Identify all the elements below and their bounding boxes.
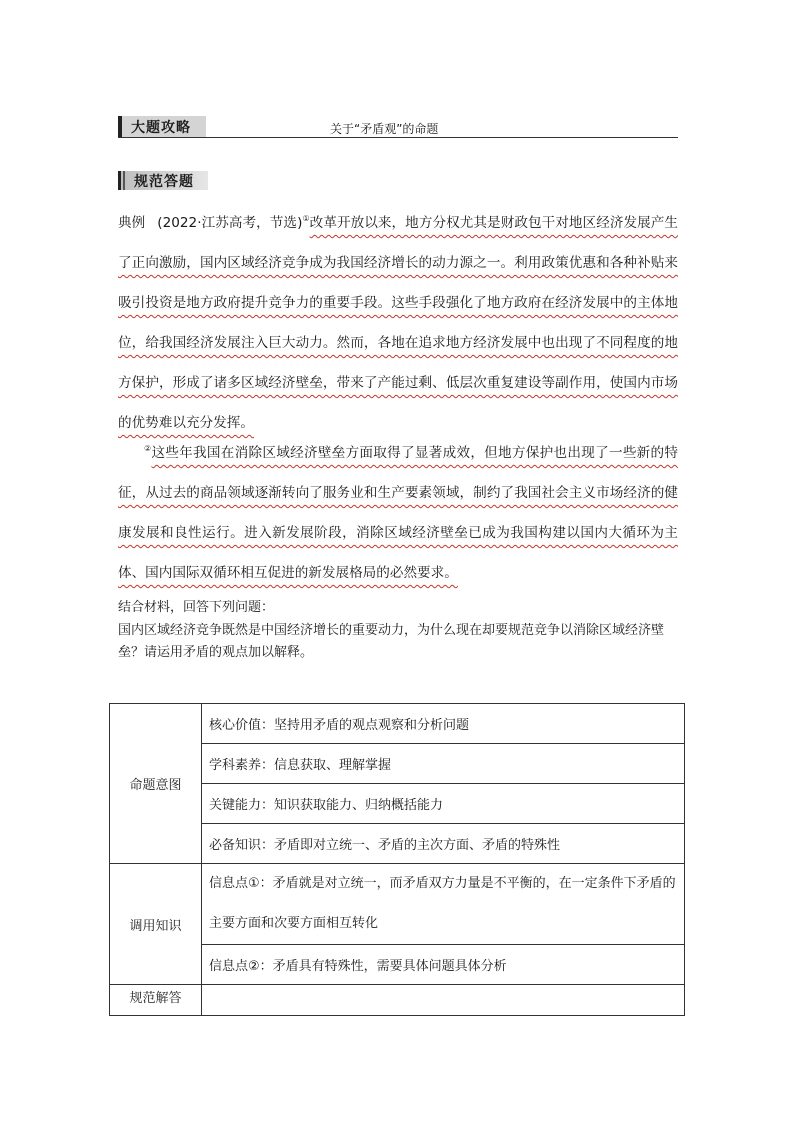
- intent-item-ability: 关键能力：知识获取能力、归纳概括能力: [202, 784, 685, 824]
- section-tag: [118, 116, 206, 137]
- question-text: 国内区域经济竞争既然是中国经济增长的重要动力，为什么现在却要规范竞争以消除区域经济壁垒？请运用矛盾的观点加以解释。: [118, 623, 665, 660]
- subsection-stripe-thin: [123, 171, 125, 190]
- subsection-stripe: [118, 171, 121, 190]
- table-row: [110, 985, 685, 1016]
- example-text-2: 这些年我国在消除区域经济壁垒方面取得了显著成效，但地方保护也出现了一些新的特征，从过去的商品领域逐渐转向了服务业和生产要素领域，制约了我国社会主义市场经济的健康发展和良性运行。进入新发展阶段，消除区域经济壁垒已成为我国构建以国内大循环为主体、国内国际双循环相互促进的新发展格局的必然要求。: [118, 445, 679, 581]
- table-row: [110, 704, 685, 744]
- table-row: [110, 864, 685, 945]
- intent-item-core-value: 核心价值：坚持用矛盾的观点观察和分析问题: [202, 704, 685, 744]
- page-title: 关于“矛盾观”的命题: [330, 122, 439, 136]
- answer-cell: [202, 985, 685, 1016]
- example-label: 典例: [118, 215, 146, 231]
- section-header: [118, 116, 678, 138]
- example-source: (2022·江苏高考，节选): [157, 215, 303, 231]
- section-label: 大题攻略: [131, 119, 191, 136]
- category-knowledge: 调用知识: [110, 864, 202, 985]
- info-point-1: 信息点①：矛盾就是对立统一，而矛盾双方力量是不平衡的，在一定条件下矛盾的主要方面和次要方面相互转化: [202, 864, 685, 945]
- info-point-2: 信息点②：矛盾具有特殊性，需要具体问题具体分析: [202, 945, 685, 985]
- subsection-label: 规范答题: [134, 173, 194, 190]
- info-marker-2: ②: [144, 444, 152, 453]
- example-paragraph-2: [118, 433, 678, 593]
- category-intent: 命题意图: [110, 704, 202, 864]
- intent-item-knowledge: 必备知识：矛盾即对立统一、矛盾的主次方面、矛盾的特殊性: [202, 824, 685, 864]
- info-marker-1: ①: [302, 214, 310, 223]
- intent-item-literacy: 学科素养：信息获取、理解掌握: [202, 744, 685, 784]
- category-answer: 规范解答: [110, 985, 202, 1016]
- question-prompt: 结合材料，回答下列问题：: [118, 600, 275, 615]
- subsection-tag: [118, 171, 208, 190]
- analysis-table: [109, 703, 685, 1016]
- example-text-1: 改革开放以来，地方分权尤其是财政包干对地区经济发展产生了正向激励，国内区域经济竞争成为我国经济增长的动力源之一。利用政策优惠和各种补贴来吸引投资是地方政府提升竞争力的重要手段。这些手段强化了地方政府在经济发展中的主体地位，给我国经济发展注入巨大动力。然而，各地在追求地方经济发展中也出现了不同程度的地方保护，形成了诸多区域经济壁垒，带来了产能过剩、低层次重复建设等副作用，使国内市场的优势难以充分发挥。: [118, 215, 679, 431]
- header-rule: [118, 137, 678, 138]
- section-tag-stripe: [118, 116, 122, 137]
- example-paragraph-1: [118, 203, 678, 443]
